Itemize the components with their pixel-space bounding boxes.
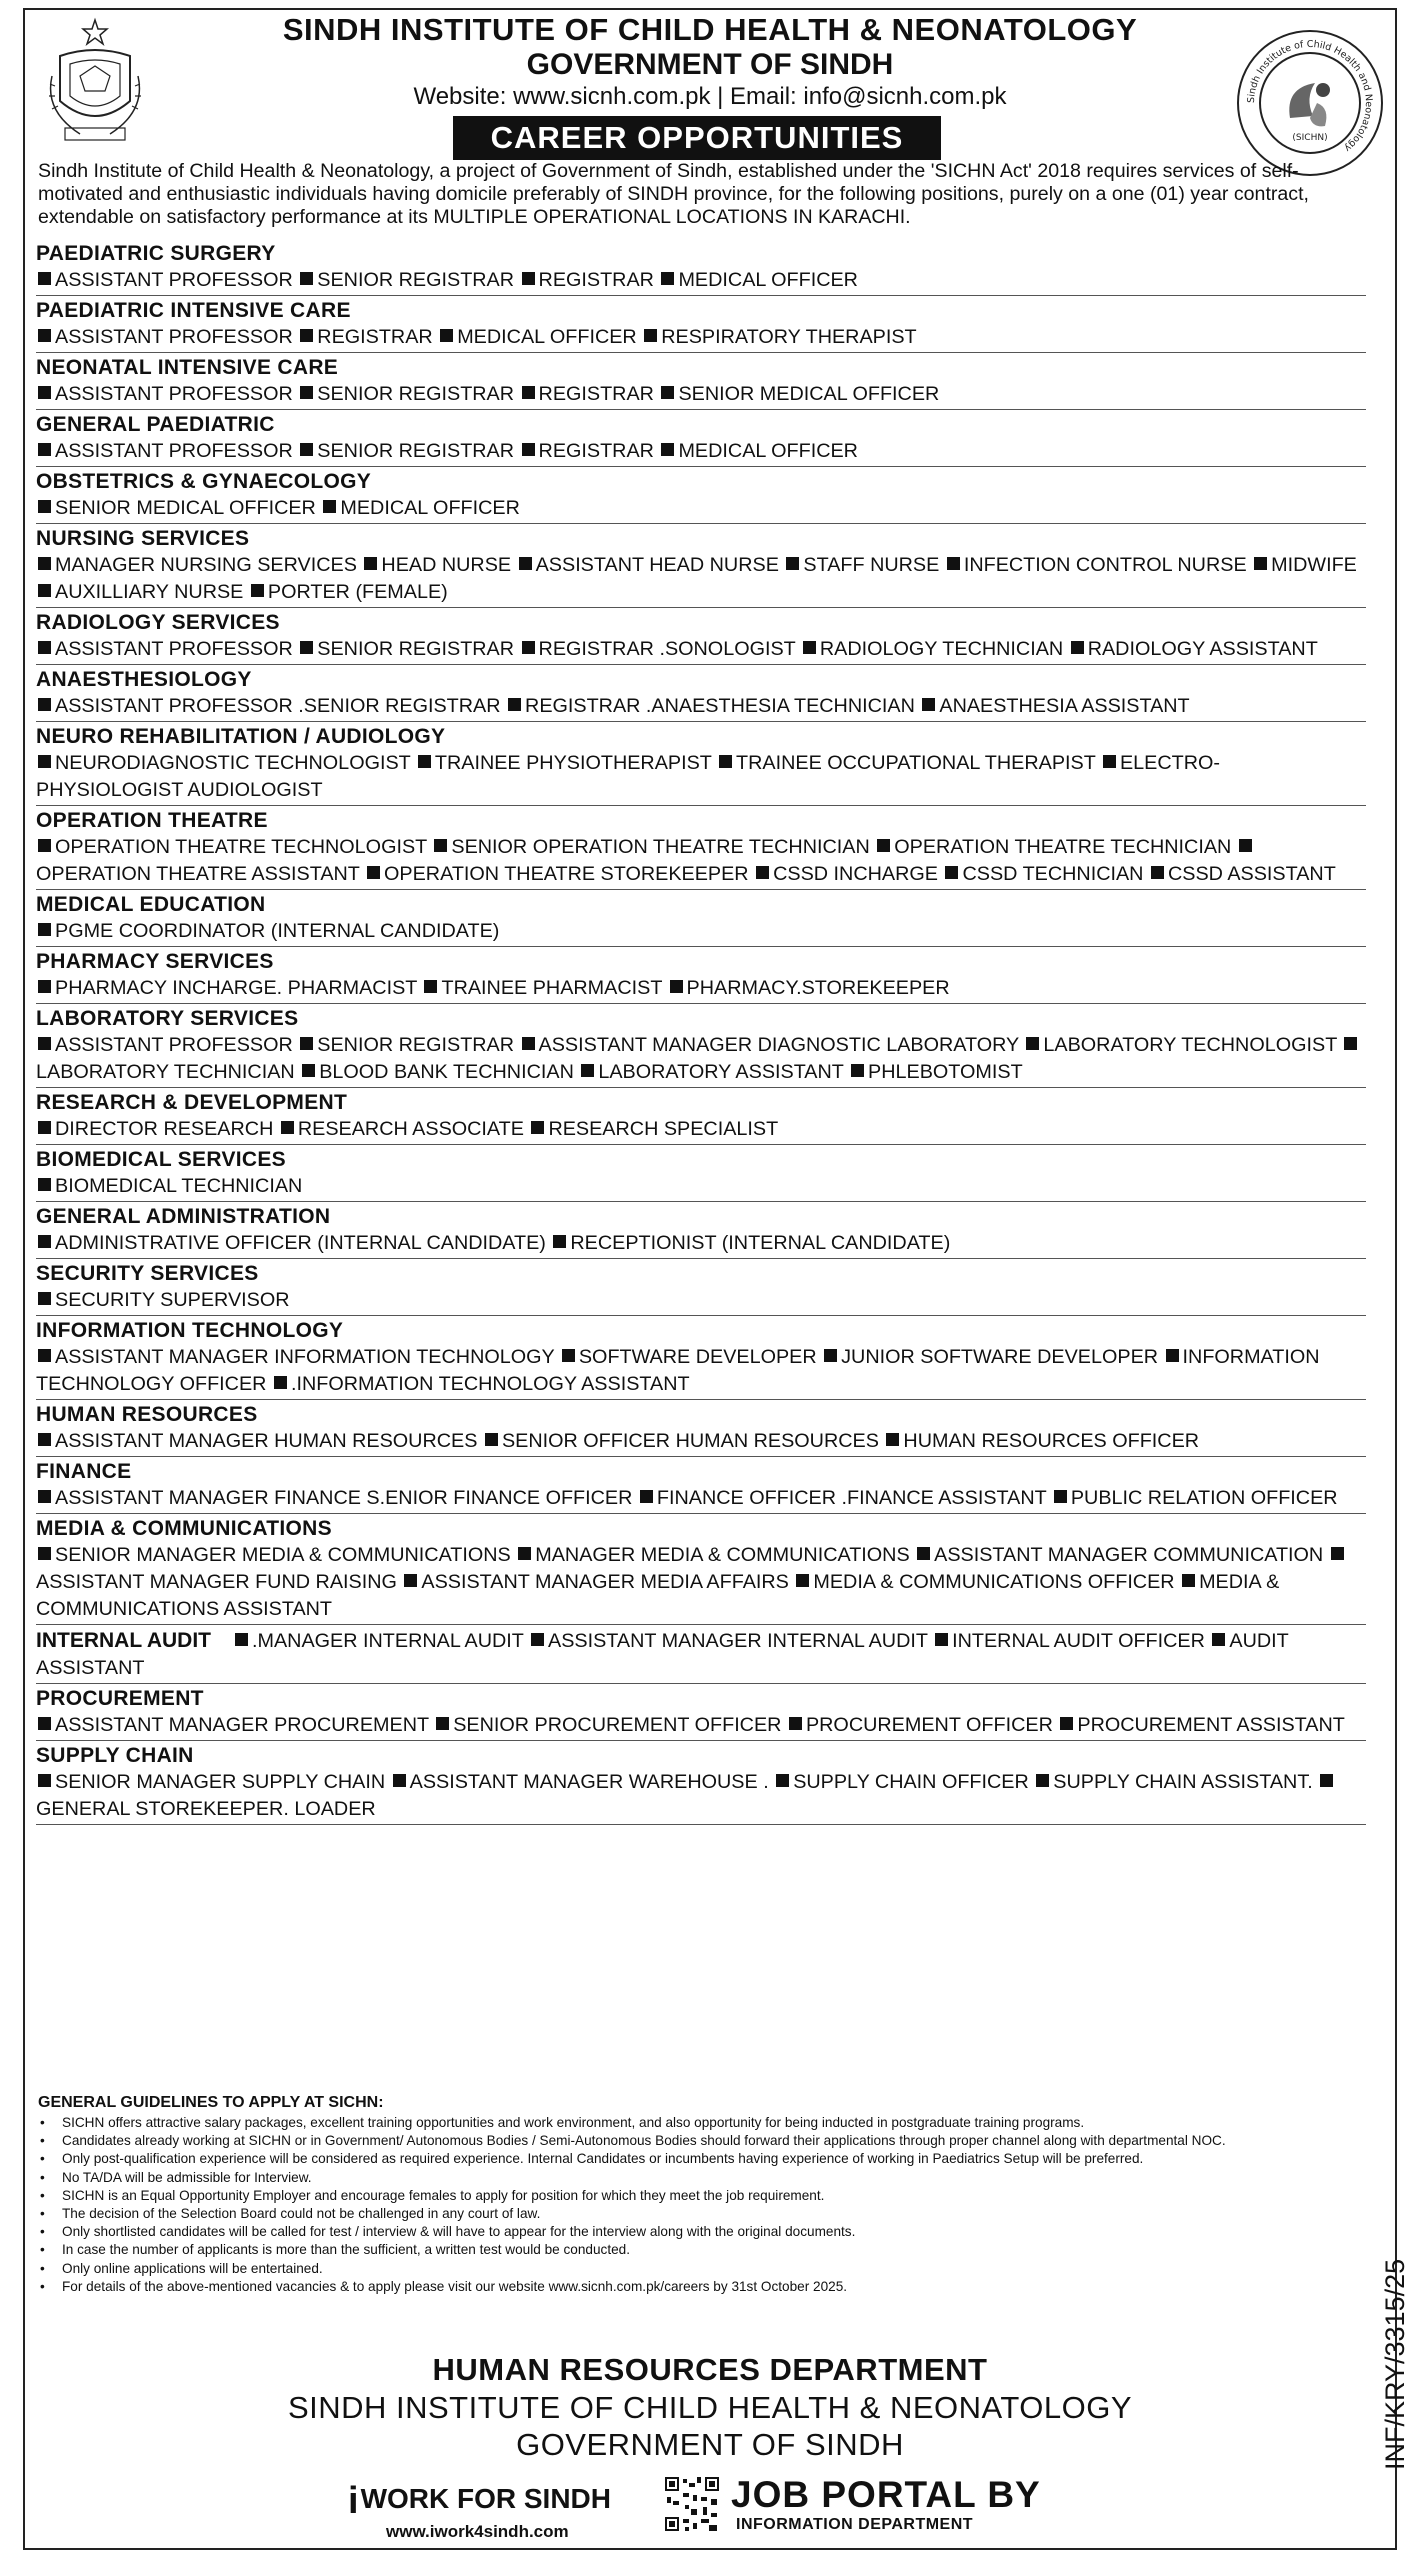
guideline-item: • SICHN offers attractive salary packages, excellent training opportunities and work environment, and also opportunity for being inducted in postgraduate training programs.: [36, 2114, 1356, 2132]
section-title: ANAESTHESIOLOGY: [36, 668, 252, 691]
position-item: RESEARCH SPECIALIST: [548, 1118, 779, 1140]
bullet-square-icon: [803, 641, 816, 654]
position-section: [36, 1145, 1366, 1202]
bullet-square-icon: [300, 443, 313, 456]
bullet-square-icon: [1054, 1490, 1067, 1503]
position-item: ASSISTANT MANAGER COMMUNICATION: [934, 1544, 1324, 1566]
bullet-square-icon: [38, 923, 51, 936]
bullet-square-icon: [531, 1633, 544, 1646]
bullet-square-icon: [1320, 1774, 1333, 1787]
position-item: ASSISTANT PROFESSOR: [55, 269, 293, 291]
position-item: TRAINEE OCCUPATIONAL THERAPIST: [736, 752, 1096, 774]
position-items: [36, 1230, 1366, 1257]
bullet-square-icon: [877, 839, 890, 852]
position-item: ASSISTANT MANAGER PROCUREMENT: [55, 1714, 429, 1736]
iwork-label: WORK FOR SINDH: [360, 2483, 611, 2514]
position-item: BLOOD BANK TECHNICIAN: [319, 1061, 574, 1083]
position-item: REGISTRAR .ANAESTHESIA TECHNICIAN: [525, 695, 915, 717]
bullet-square-icon: [518, 1547, 531, 1560]
career-opportunities-banner: CAREER OPPORTUNITIES: [453, 116, 941, 160]
footer-institute: SINDH INSTITUTE OF CHILD HEALTH & NEONATOLOGY: [287, 2390, 1133, 2425]
bullet-square-icon: [38, 641, 51, 654]
bullet-square-icon: [38, 698, 51, 711]
position-item: SENIOR OPERATION THEATRE TECHNICIAN: [451, 836, 870, 858]
position-item: SENIOR MANAGER MEDIA & COMMUNICATIONS: [55, 1544, 511, 1566]
position-item: LABORATORY ASSISTANT: [598, 1061, 844, 1083]
section-title: PAEDIATRIC INTENSIVE CARE: [36, 299, 351, 322]
section-title: GENERAL PAEDIATRIC: [36, 413, 275, 436]
section-title: FINANCE: [36, 1460, 132, 1483]
guideline-item: • Only shortlisted candidates will be called for test / interview & will have to appear for the interview along with the original documents.: [36, 2223, 1356, 2241]
position-item: BIOMEDICAL TECHNICIAN: [55, 1175, 303, 1197]
bullet-square-icon: [300, 329, 313, 342]
section-title: OPERATION THEATRE: [36, 809, 268, 832]
bullet-square-icon: [522, 272, 535, 285]
position-section: [36, 296, 1366, 353]
section-title: HUMAN RESOURCES: [36, 1403, 258, 1426]
bullet-square-icon: [38, 1121, 51, 1134]
position-section: [36, 239, 1366, 296]
positions-list: [36, 239, 1366, 1825]
bullet-square-icon: [38, 1349, 51, 1362]
position-items: [36, 750, 1366, 804]
government-name: GOVERNMENT OF SINDH: [526, 48, 894, 81]
position-section: [36, 806, 1366, 890]
bullet-square-icon: [1036, 1774, 1049, 1787]
bullet-square-icon: [1344, 1037, 1357, 1050]
guideline-item: • Only post-qualification experience will be considered as required experience. Internal Candidates or incumbents having experience of working in Paediatrics Setup will be preferred.: [36, 2150, 1356, 2168]
bullet-square-icon: [38, 272, 51, 285]
section-title: SUPPLY CHAIN: [36, 1744, 194, 1767]
bullet-square-icon: [38, 584, 51, 597]
position-items: [36, 1712, 1366, 1739]
position-item: REGISTRAR: [317, 326, 433, 348]
position-item: NEURODIAGNOSTIC TECHNOLOGIST: [55, 752, 411, 774]
section-title: LABORATORY SERVICES: [36, 1007, 299, 1030]
bullet-square-icon: [418, 755, 431, 768]
position-item: SENIOR OFFICER HUMAN RESOURCES: [501, 1430, 879, 1452]
position-item: SUPPLY CHAIN OFFICER: [793, 1771, 1029, 1793]
position-item: FINANCE OFFICER .FINANCE ASSISTANT: [656, 1487, 1047, 1509]
position-item: RADIOLOGY ASSISTANT: [1087, 638, 1318, 660]
position-section: [36, 890, 1366, 947]
bullet-square-icon: [1254, 557, 1267, 570]
section-title: RADIOLOGY SERVICES: [36, 611, 280, 634]
position-item: PUBLIC RELATION OFFICER: [1070, 1487, 1338, 1509]
bullet-square-icon: [508, 698, 521, 711]
bullet-square-icon: [38, 443, 51, 456]
bullet-square-icon: [756, 866, 769, 879]
position-section: [36, 1625, 1366, 1684]
position-section: [36, 1457, 1366, 1514]
bullet-square-icon: [553, 1235, 566, 1248]
position-item: MANAGER MEDIA & COMMUNICATIONS: [535, 1544, 910, 1566]
bullet-square-icon: [38, 557, 51, 570]
position-items: [36, 975, 1366, 1002]
position-items: [36, 1344, 1366, 1398]
position-item: HUMAN RESOURCES OFFICER: [903, 1430, 1200, 1452]
bullet-square-icon: [300, 386, 313, 399]
bullet-square-icon: [434, 839, 447, 852]
section-title: NEURO REHABILITATION / AUDIOLOGY: [36, 725, 446, 748]
bullet-square-icon: [38, 1547, 51, 1560]
position-items: [36, 1173, 1366, 1200]
bullet-square-icon: [1103, 755, 1116, 768]
bullet-square-icon: [38, 1235, 51, 1248]
bullet-square-icon: [436, 1717, 449, 1730]
bullet-square-icon: [661, 272, 674, 285]
position-items: [36, 381, 1366, 408]
bullet-square-icon: [424, 980, 437, 993]
bullet-square-icon: [522, 386, 535, 399]
position-item: MEDICAL OFFICER: [457, 326, 637, 348]
bullet-square-icon: [38, 1774, 51, 1787]
bullet-square-icon: [640, 1490, 653, 1503]
guideline-item: • Candidates already working at SICHN or in Government/ Autonomous Bodies / Semi-Autonomous Bodies should forward their applications through proper channel along with departmental NOC.: [36, 2132, 1356, 2150]
guidelines-title: GENERAL GUIDELINES TO APPLY AT SICHN:: [38, 2094, 384, 2111]
position-item: ASSISTANT PROFESSOR .SENIOR REGISTRAR: [55, 695, 501, 717]
position-item: SENIOR REGISTRAR: [317, 440, 515, 462]
position-section: [36, 1088, 1366, 1145]
section-title: PAEDIATRIC SURGERY: [36, 242, 276, 265]
position-section: [36, 947, 1366, 1004]
section-title: NEONATAL INTENSIVE CARE: [36, 356, 339, 379]
section-title: BIOMEDICAL SERVICES: [36, 1148, 286, 1171]
position-item: MEDICAL OFFICER: [678, 440, 858, 462]
position-item: TRAINEE PHARMACIST: [441, 977, 663, 999]
section-title: PHARMACY SERVICES: [36, 950, 274, 973]
position-item: RESEARCH ASSOCIATE: [297, 1118, 524, 1140]
bullet-square-icon: [281, 1121, 294, 1134]
bullet-square-icon: [670, 980, 683, 993]
section-title: GENERAL ADMINISTRATION: [36, 1205, 331, 1228]
position-item: REGISTRAR: [538, 269, 654, 291]
position-item: ASSISTANT HEAD NURSE: [535, 554, 779, 576]
guideline-item: • The decision of the Selection Board could not be challenged in any court of law.: [36, 2205, 1356, 2223]
position-section: [36, 410, 1366, 467]
position-item: ASSISTANT MANAGER FUND RAISING: [36, 1571, 397, 1593]
bullet-square-icon: [38, 1178, 51, 1191]
position-item: REGISTRAR: [538, 383, 654, 405]
position-section: [36, 524, 1366, 608]
bullet-square-icon: [796, 1574, 809, 1587]
position-item: ADMINISTRATIVE OFFICER (INTERNAL CANDIDATE): [55, 1232, 546, 1254]
position-item: RECEPTIONIST (INTERNAL CANDIDATE): [570, 1232, 951, 1254]
position-item: PROCUREMENT ASSISTANT: [1077, 1714, 1345, 1736]
position-item: SENIOR REGISTRAR: [317, 1034, 515, 1056]
guideline-item: • For details of the above-mentioned vacancies & to apply please visit our website www.sicnh.com.pk/careers by 31st October 2025.: [36, 2278, 1356, 2296]
guideline-item: • In case the number of applicants is more than the sufficient, a written test would be conducted.: [36, 2241, 1356, 2259]
bullet-square-icon: [661, 443, 674, 456]
position-item: ASSISTANT MANAGER WAREHOUSE .: [409, 1771, 769, 1793]
position-item: MEDICAL OFFICER: [340, 497, 520, 519]
position-section: [36, 1259, 1366, 1316]
position-item: SECURITY SUPERVISOR: [55, 1289, 290, 1311]
position-item: .INFORMATION TECHNOLOGY ASSISTANT: [290, 1373, 690, 1395]
position-item: SENIOR REGISTRAR: [317, 638, 515, 660]
position-item: OPERATION THEATRE ASSISTANT: [36, 863, 360, 885]
position-item: SENIOR REGISTRAR: [317, 269, 515, 291]
bullet-square-icon: [485, 1433, 498, 1446]
bullet-square-icon: [300, 1037, 313, 1050]
position-section: [36, 665, 1366, 722]
bullet-square-icon: [562, 1349, 575, 1362]
bullet-square-icon: [404, 1574, 417, 1587]
position-item: CSSD ASSISTANT: [1167, 863, 1336, 885]
position-item: ASSISTANT PROFESSOR: [55, 638, 293, 660]
position-section: [36, 722, 1366, 806]
guideline-item: • Only online applications will be entertained.: [36, 2260, 1356, 2278]
information-department-label: INFORMATION DEPARTMENT: [736, 2516, 974, 2533]
bullet-square-icon: [851, 1064, 864, 1077]
position-item: PHLEBOTOMIST: [868, 1061, 1023, 1083]
position-items: [36, 324, 1366, 351]
position-item: DIRECTOR RESEARCH: [55, 1118, 274, 1140]
footer-government: GOVERNMENT OF SINDH: [516, 2427, 904, 2462]
position-item: ASSISTANT PROFESSOR: [55, 383, 293, 405]
position-items: [36, 267, 1366, 294]
position-item: ASSISTANT MANAGER MEDIA AFFAIRS: [421, 1571, 789, 1593]
position-section: [36, 1004, 1366, 1088]
position-item: SENIOR MEDICAL OFFICER: [55, 497, 316, 519]
position-items: [36, 636, 1366, 663]
position-item: LABORATORY TECHNOLOGIST: [1043, 1034, 1337, 1056]
bullet-square-icon: [581, 1064, 594, 1077]
position-item: ANAESTHESIA ASSISTANT: [939, 695, 1190, 717]
bullet-square-icon: [38, 980, 51, 993]
bullet-square-icon: [1166, 1349, 1179, 1362]
position-item: PROCUREMENT OFFICER: [805, 1714, 1053, 1736]
position-items: [36, 552, 1366, 606]
footer-department: HUMAN RESOURCES DEPARTMENT: [432, 2352, 988, 2387]
bullet-square-icon: [644, 329, 657, 342]
guideline-item: • No TA/DA will be admissible for Interview.: [36, 2169, 1356, 2187]
contact-line: Website: www.sicnh.com.pk | Email: info@sicnh.com.pk: [413, 83, 1007, 110]
reference-number: INF/KRY/3315/25: [1380, 2258, 1410, 2470]
iwork-url[interactable]: www.iwork4sindh.com: [386, 2522, 569, 2541]
position-item: INTERNAL AUDIT OFFICER: [952, 1630, 1205, 1652]
bullet-square-icon: [300, 272, 313, 285]
sichn-logo-icon: [1235, 28, 1385, 178]
position-item: SENIOR PROCUREMENT OFFICER: [453, 1714, 782, 1736]
position-item: SENIOR MANAGER SUPPLY CHAIN: [55, 1771, 386, 1793]
qr-code-icon: [663, 2475, 721, 2533]
position-section: [36, 1684, 1366, 1741]
position-item: ASSISTANT PROFESSOR: [55, 1034, 293, 1056]
bullet-square-icon: [38, 1292, 51, 1305]
bullet-square-icon: [522, 1037, 535, 1050]
position-item: ELECTRO-PHYSIOLOGIST AUDIOLOGIST: [36, 752, 1220, 801]
intro-paragraph: Sindh Institute of Child Health & Neonatology, a project of Government of Sindh, established under the 'SICHN Act' 2018 requires services of self-motivated and enthusiastic individuals having domicile preferably of SINDH province, for the following positions, purely on a one (01) year contract, extendable on satisfactory performance at its MULTIPLE OPERATIONAL LOCATIONS IN KARACHI.: [38, 160, 1309, 228]
bullet-square-icon: [922, 698, 935, 711]
institute-name: SINDH INSTITUTE OF CHILD HEALTH & NEONATOLOGY: [282, 12, 1138, 47]
bullet-square-icon: [393, 1774, 406, 1787]
position-section: [36, 467, 1366, 524]
position-item: ASSISTANT PROFESSOR: [55, 440, 293, 462]
bullet-square-icon: [38, 1717, 51, 1730]
position-section: [36, 1316, 1366, 1400]
bullet-square-icon: [531, 1121, 544, 1134]
position-items: [36, 693, 1366, 720]
bullet-square-icon: [917, 1547, 930, 1560]
section-title: MEDICAL EDUCATION: [36, 893, 266, 916]
position-item: PORTER (FEMALE): [267, 581, 448, 603]
bullet-square-icon: [302, 1064, 315, 1077]
position-item: OPERATION THEATRE TECHNICIAN: [894, 836, 1232, 858]
position-item: ASSISTANT MANAGER INFORMATION TECHNOLOGY: [55, 1346, 555, 1368]
position-item: PHARMACY INCHARGE. PHARMACIST: [55, 977, 417, 999]
position-item: LABORATORY TECHNICIAN: [36, 1061, 295, 1083]
position-item: TRAINEE PHYSIOTHERAPIST: [434, 752, 712, 774]
bullet-square-icon: [522, 641, 535, 654]
bullet-square-icon: [947, 557, 960, 570]
position-item: ASSISTANT MANAGER INTERNAL AUDIT: [548, 1630, 928, 1652]
sindh-emblem-icon: [40, 16, 150, 146]
position-items: [36, 1287, 1366, 1314]
bullet-square-icon: [661, 386, 674, 399]
bullet-square-icon: [886, 1433, 899, 1446]
bullet-square-icon: [440, 329, 453, 342]
position-item: SOFTWARE DEVELOPER: [578, 1346, 817, 1368]
position-items: [36, 1116, 1366, 1143]
bullet-square-icon: [1060, 1717, 1073, 1730]
position-items: [36, 1627, 1366, 1682]
position-item: RESPIRATORY THERAPIST: [661, 326, 917, 348]
bullet-square-icon: [38, 500, 51, 513]
position-items: [36, 1769, 1366, 1823]
section-title: INFORMATION TECHNOLOGY: [36, 1319, 344, 1342]
bullet-square-icon: [522, 443, 535, 456]
svg-text:(SICHN): (SICHN): [1292, 133, 1328, 143]
bullet-square-icon: [1026, 1037, 1039, 1050]
position-items: [36, 834, 1366, 888]
position-items: [36, 1485, 1366, 1512]
position-item: INFECTION CONTROL NURSE: [963, 554, 1247, 576]
bullet-square-icon: [1151, 866, 1164, 879]
position-item: HEAD NURSE: [381, 554, 512, 576]
position-item: STAFF NURSE: [803, 554, 940, 576]
position-item: ASSISTANT MANAGER DIAGNOSTIC LABORATORY: [538, 1034, 1019, 1056]
guideline-item: • SICHN is an Equal Opportunity Employer and encourage females to apply for position for which they meet the job requirement.: [36, 2187, 1356, 2205]
position-item: ASSISTANT MANAGER FINANCE S.ENIOR FINANCE OFFICER: [55, 1487, 633, 1509]
position-items: [36, 918, 1366, 945]
position-item: MEDIA & COMMUNICATIONS ASSISTANT: [36, 1571, 1280, 1620]
job-portal-title: JOB PORTAL BY: [731, 2474, 1041, 2515]
section-title: NURSING SERVICES: [36, 527, 250, 550]
bullet-square-icon: [38, 1490, 51, 1503]
position-item: INFORMATION TECHNOLOGY OFFICER: [36, 1346, 1320, 1395]
bullet-square-icon: [38, 755, 51, 768]
bullet-square-icon: [300, 641, 313, 654]
bullet-square-icon: [1212, 1633, 1225, 1646]
position-item: PHARMACY.STOREKEEPER: [686, 977, 950, 999]
section-title: SECURITY SERVICES: [36, 1262, 259, 1285]
bullet-square-icon: [1071, 641, 1084, 654]
bullet-square-icon: [274, 1376, 287, 1389]
bullet-square-icon: [789, 1717, 802, 1730]
position-item: SUPPLY CHAIN ASSISTANT.: [1053, 1771, 1313, 1793]
position-items: [36, 1542, 1366, 1623]
position-item: ASSISTANT MANAGER HUMAN RESOURCES: [55, 1430, 478, 1452]
section-title: PROCUREMENT: [36, 1687, 204, 1710]
bullet-square-icon: [367, 866, 380, 879]
position-item: .MANAGER INTERNAL AUDIT: [252, 1630, 524, 1652]
iwork-for-sindh-logo: [348, 2480, 611, 2523]
position-item: OPERATION THEATRE TECHNOLOGIST: [55, 836, 427, 858]
position-item: MEDIA & COMMUNICATIONS OFFICER: [813, 1571, 1175, 1593]
section-title: INTERNAL AUDIT: [36, 1629, 211, 1652]
bullet-square-icon: [824, 1349, 837, 1362]
position-item: MEDICAL OFFICER: [678, 269, 858, 291]
position-item: REGISTRAR: [538, 440, 654, 462]
bullet-square-icon: [719, 755, 732, 768]
bullet-square-icon: [786, 557, 799, 570]
bullet-square-icon: [935, 1633, 948, 1646]
bullet-square-icon: [1182, 1574, 1195, 1587]
section-title: RESEARCH & DEVELOPMENT: [36, 1091, 348, 1114]
bullet-square-icon: [38, 1037, 51, 1050]
bullet-square-icon: [38, 386, 51, 399]
guidelines-list: [36, 2114, 1356, 2296]
section-title: OBSTETRICS & GYNAECOLOGY: [36, 470, 372, 493]
position-items: [36, 495, 1366, 522]
position-items: [36, 1428, 1366, 1455]
position-item: SENIOR REGISTRAR: [317, 383, 515, 405]
bullet-square-icon: [945, 866, 958, 879]
bullet-square-icon: [519, 557, 532, 570]
position-items: [36, 1032, 1366, 1086]
position-section: [36, 1400, 1366, 1457]
position-item: OPERATION THEATRE STOREKEEPER: [384, 863, 749, 885]
bullet-square-icon: [38, 839, 51, 852]
position-section: [36, 1741, 1366, 1825]
position-section: [36, 353, 1366, 410]
position-item: JUNIOR SOFTWARE DEVELOPER: [841, 1346, 1159, 1368]
position-section: [36, 1514, 1366, 1625]
svg-text:Sindh Institute of Child Healt: Sindh Institute of Child Health and Neonatology: [1245, 38, 1375, 154]
bullet-square-icon: [235, 1633, 248, 1646]
position-item: AUXILLIARY NURSE: [55, 581, 244, 603]
bullet-square-icon: [251, 584, 264, 597]
bullet-square-icon: [776, 1774, 789, 1787]
position-item: ASSISTANT PROFESSOR: [55, 326, 293, 348]
position-item: CSSD INCHARGE: [773, 863, 938, 885]
position-item: MIDWIFE: [1271, 554, 1357, 576]
section-title: MEDIA & COMMUNICATIONS: [36, 1517, 332, 1540]
iwork-i-icon: i: [348, 2480, 359, 2522]
bullet-square-icon: [364, 557, 377, 570]
position-item: PGME COORDINATOR (INTERNAL CANDIDATE): [55, 920, 500, 942]
bullet-square-icon: [1239, 839, 1252, 852]
position-section: [36, 608, 1366, 665]
position-item: REGISTRAR .SONOLOGIST: [538, 638, 796, 660]
bullet-square-icon: [1331, 1547, 1344, 1560]
bullet-square-icon: [38, 1433, 51, 1446]
bullet-square-icon: [38, 329, 51, 342]
position-section: [36, 1202, 1366, 1259]
position-item: CSSD TECHNICIAN: [962, 863, 1144, 885]
position-item: RADIOLOGY TECHNICIAN: [819, 638, 1064, 660]
position-item: SENIOR MEDICAL OFFICER: [678, 383, 940, 405]
position-items: [36, 438, 1366, 465]
position-item: MANAGER NURSING SERVICES: [55, 554, 357, 576]
position-item: GENERAL STOREKEEPER. LOADER: [36, 1798, 376, 1820]
bullet-square-icon: [323, 500, 336, 513]
position-item: AUDIT ASSISTANT: [36, 1630, 1289, 1679]
